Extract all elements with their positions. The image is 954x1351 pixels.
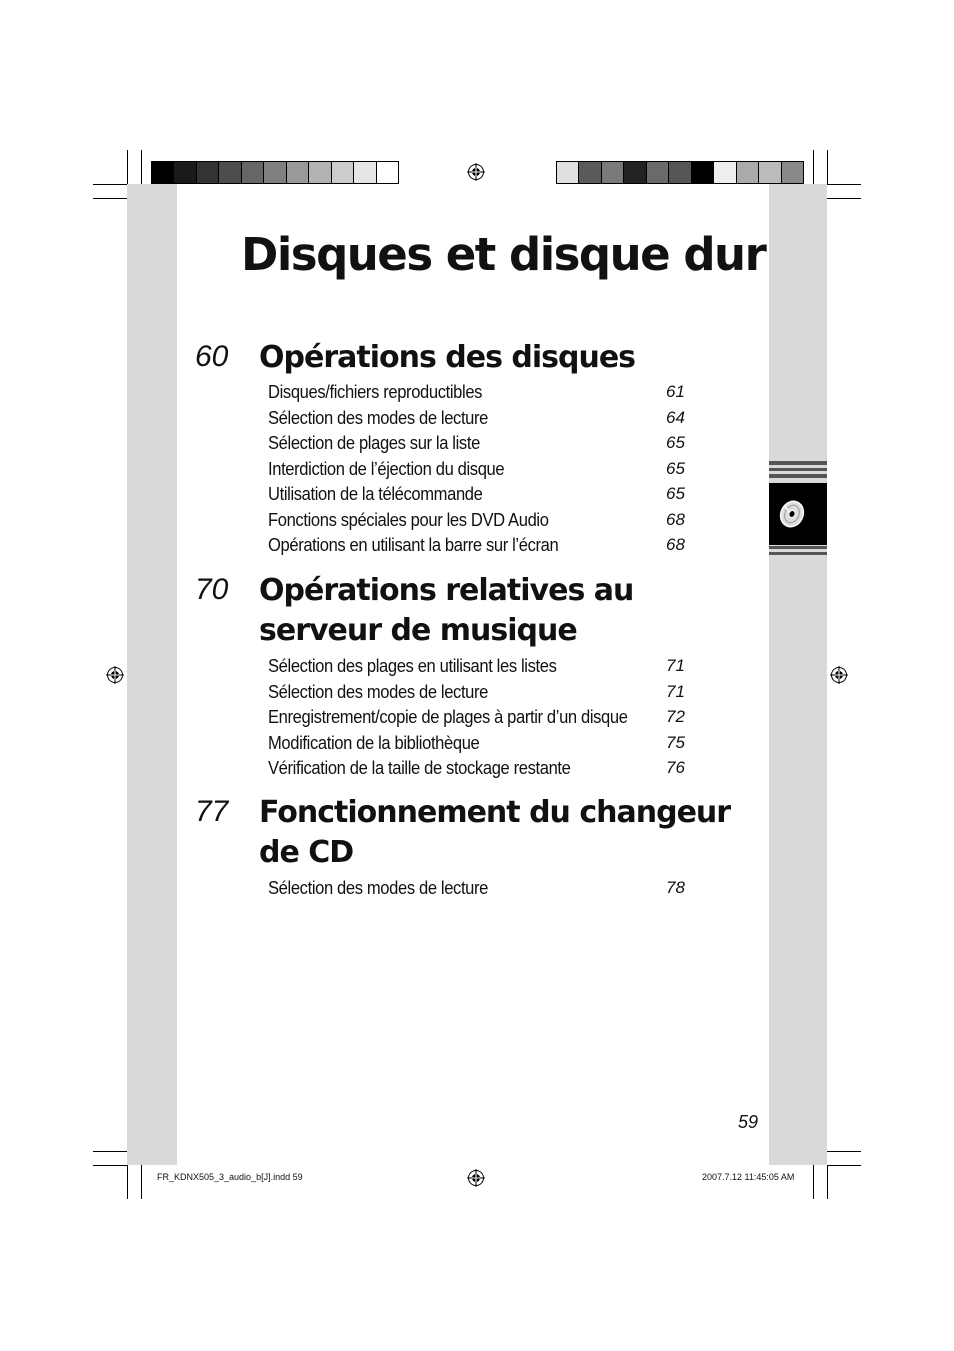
left-margin-band	[127, 184, 177, 1165]
tab-rule	[769, 552, 827, 555]
toc-entry-page: 61	[666, 382, 685, 401]
toc-entry[interactable]	[268, 484, 688, 510]
toc-entry-label: Interdiction de l’éjection du disque	[268, 458, 505, 479]
section-title: Opérations relatives au serveur de musique	[259, 573, 634, 648]
footer-timestamp: 2007.7.12 11:45:05 AM	[702, 1172, 795, 1182]
toc-entry[interactable]	[268, 878, 688, 904]
tab-rule	[769, 546, 827, 549]
toc-entry-page: 65	[666, 458, 685, 478]
toc-entry-page: 65	[666, 484, 685, 503]
toc-entry-label: Disques/fichiers reproductibles	[268, 382, 483, 402]
toc-entry-page: 76	[666, 758, 685, 777]
toc-entry-label: Fonctions spéciales pour les DVD Audio	[268, 509, 549, 530]
toc-entry-label: Enregistrement/copie de plages à partir d’un disque	[268, 707, 628, 727]
toc-entry-page: 71	[666, 656, 685, 675]
tab-rule	[769, 468, 827, 471]
registration-mark-icon	[830, 666, 848, 684]
tab-rule	[769, 461, 827, 465]
page-number: 59	[738, 1112, 759, 1132]
section-tab	[769, 483, 827, 545]
toc-entry-label: Utilisation de la télécommande	[268, 484, 483, 504]
right-margin-band	[769, 184, 827, 1165]
toc-entry-label: Sélection de plages sur la liste	[268, 433, 480, 453]
section-toc	[268, 656, 688, 784]
toc-entry-label: Sélection des modes de lecture	[268, 407, 489, 428]
section-toc	[268, 382, 688, 561]
toc-entry-page: 68	[666, 509, 685, 529]
toc-entry-label: Sélection des modes de lecture	[268, 681, 489, 702]
section-title: Opérations des disques	[259, 340, 636, 375]
toc-entry[interactable]	[268, 459, 688, 485]
toc-entry[interactable]	[268, 682, 688, 708]
toc-entry[interactable]	[268, 656, 688, 682]
toc-entry-page: 78	[666, 878, 685, 897]
toc-entry-label: Vérification de la taille de stockage restante	[268, 758, 571, 778]
section-number: 70	[195, 573, 229, 606]
tab-rule	[769, 474, 827, 478]
footer-filename: FR_KDNX505_3_audio_b[J].indd 59	[157, 1172, 303, 1182]
toc-entry-page: 68	[666, 535, 685, 554]
toc-entry[interactable]	[268, 733, 688, 759]
registration-mark-icon	[106, 666, 124, 684]
toc-entry[interactable]	[268, 707, 688, 733]
section-toc	[268, 878, 688, 904]
section-number: 60	[195, 340, 229, 373]
toc-entry[interactable]	[268, 758, 688, 784]
toc-entry[interactable]	[268, 510, 688, 536]
toc-entry-page: 72	[666, 707, 685, 726]
toc-entry-label: Modification de la bibliothèque	[268, 732, 480, 753]
toc-entry[interactable]	[268, 535, 688, 561]
registration-mark-icon	[467, 1169, 485, 1187]
toc-entry[interactable]	[268, 382, 688, 408]
toc-entry[interactable]	[268, 433, 688, 459]
toc-entry-page: 75	[666, 732, 685, 752]
section-title: Fonctionnement du changeur de CD	[259, 795, 731, 870]
page-title: Disques et disque dur	[241, 228, 766, 281]
toc-entry-label: Sélection des plages en utilisant les listes	[268, 656, 557, 676]
toc-entry-page: 65	[666, 433, 685, 452]
toc-entry[interactable]	[268, 408, 688, 434]
toc-entry-label: Sélection des modes de lecture	[268, 878, 489, 898]
registration-mark-icon	[467, 163, 485, 181]
grayscale-bar-left	[151, 161, 399, 184]
section-number: 77	[195, 795, 229, 828]
disc-icon	[779, 499, 805, 529]
toc-entry-page: 71	[666, 681, 685, 701]
grayscale-bar-right	[556, 161, 804, 184]
toc-entry-label: Opérations en utilisant la barre sur l’écran	[268, 535, 559, 555]
toc-entry-page: 64	[666, 407, 685, 427]
